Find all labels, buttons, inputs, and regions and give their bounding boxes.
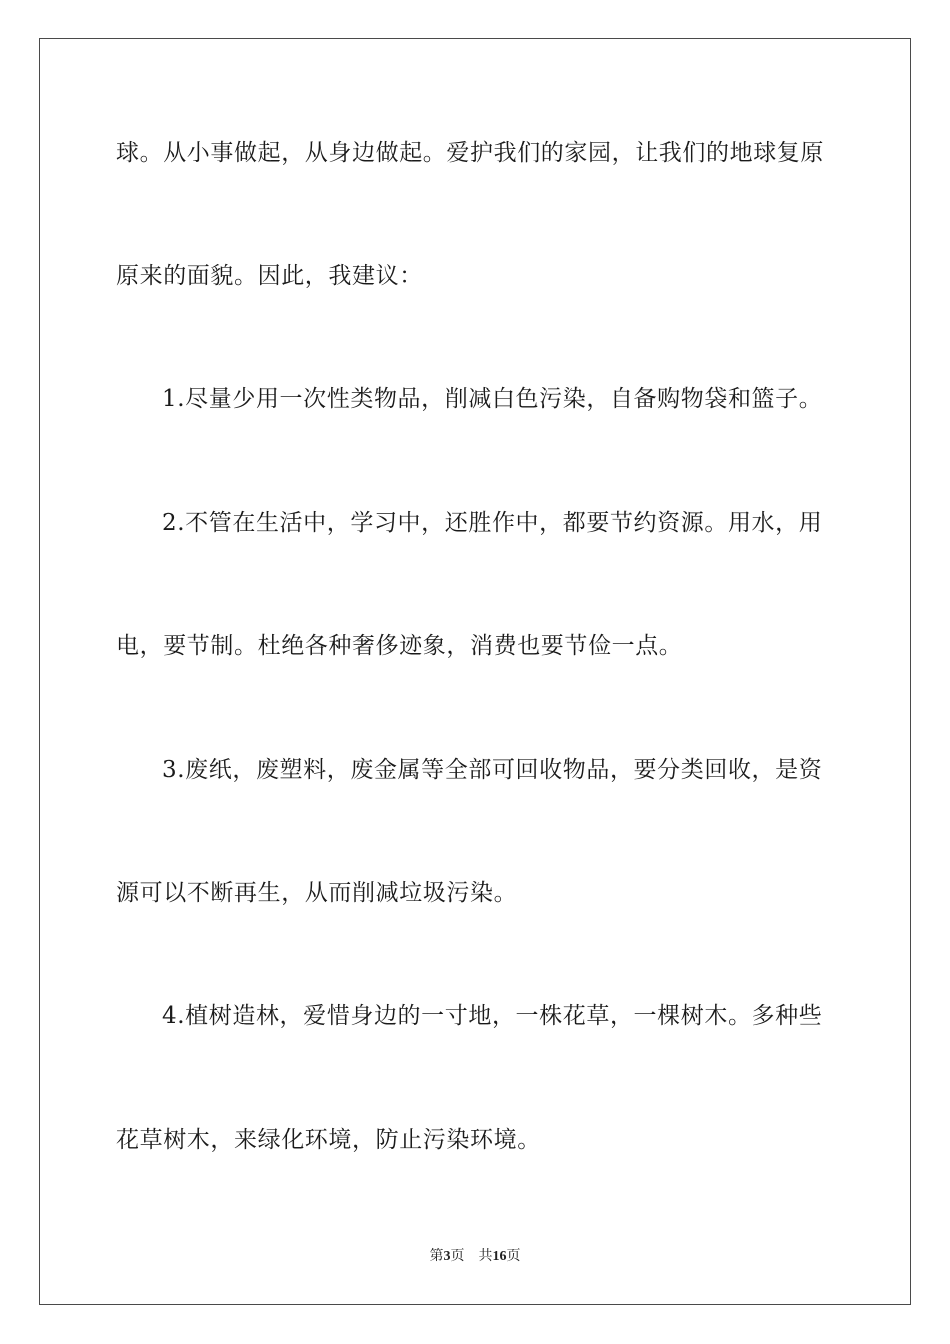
list-item-2-continued: 电，要节制。杜绝各种奢侈迹象，消费也要节俭一点。 — [116, 633, 683, 659]
total-suffix: 页 — [506, 1249, 521, 1264]
list-item-3: 3.废纸，废塑料，废金属等全部可回收物品，要分类回收，是资 — [162, 757, 823, 783]
list-item-4: 4.植树造林，爱惜身边的一寸地，一株花草，一棵树木。多种些 — [162, 1003, 823, 1029]
page-border — [39, 38, 911, 1305]
total-prefix: 共 — [478, 1249, 493, 1264]
text-line-2: 原来的面貌。因此，我建议： — [116, 263, 423, 289]
page-suffix: 页 — [450, 1249, 465, 1264]
page-footer — [0, 1247, 950, 1267]
list-item-1: 1.尽量少用一次性类物品，削减白色污染，自备购物袋和篮子。 — [162, 386, 823, 412]
total-pages: 16 — [492, 1249, 507, 1264]
page-prefix: 第 — [429, 1249, 444, 1264]
list-item-4-continued: 花草树木，来绿化环境，防止污染环境。 — [116, 1127, 541, 1153]
text-line-1: 球。从小事做起，从身边做起。爱护我们的家园，让我们的地球复原 — [116, 140, 824, 166]
page-number: 3 — [443, 1249, 451, 1264]
list-item-3-continued: 源可以不断再生，从而削减垃圾污染。 — [116, 880, 518, 906]
list-item-2: 2.不管在生活中，学习中，还胜作中，都要节约资源。用水，用 — [162, 510, 823, 536]
